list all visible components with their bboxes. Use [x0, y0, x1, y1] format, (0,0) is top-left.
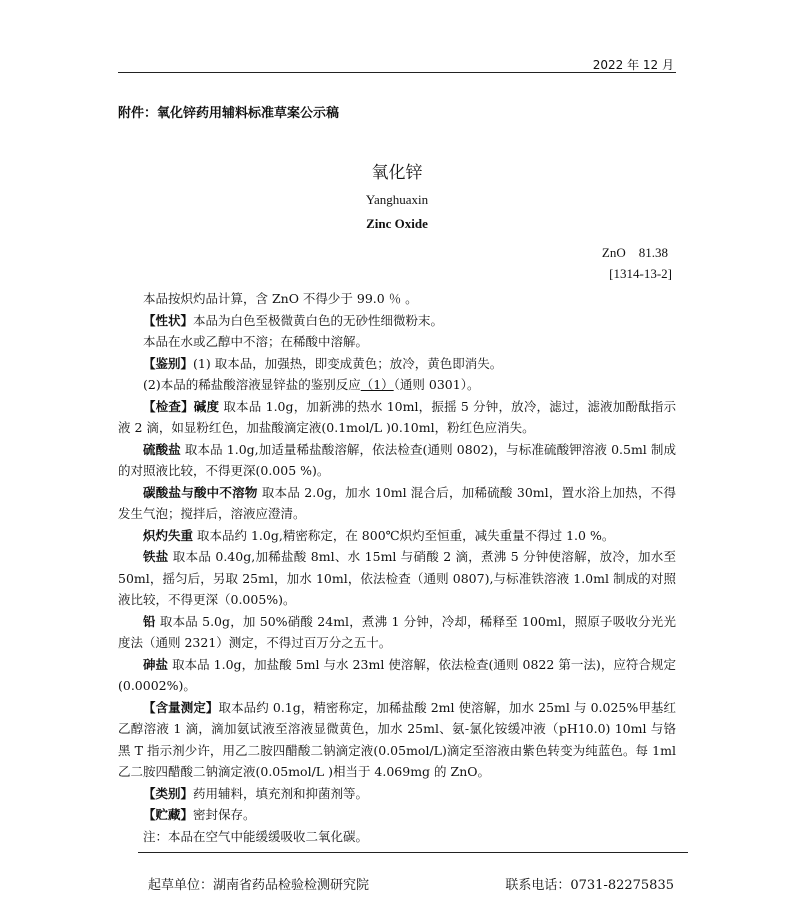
- monograph-title-cn: 氧化锌: [371, 163, 423, 183]
- section-label: 【类别】: [143, 785, 194, 801]
- test-sulfate: 硫酸盐 取本品 1.0g,加适量稀盐酸溶解，依法检查(通则 0802)，与标准硫酸钾溶液 0.5ml 制成的对照液比较，不得更深(0.005 %)。: [118, 441, 676, 478]
- content-statement: 本品按炽灼品计算，含 ZnO 不得少于 99.0 ％ 。: [143, 291, 418, 306]
- monograph-pinyin: Yanghuaxin: [365, 192, 429, 207]
- header-date: 2022 年 12 月: [592, 58, 674, 72]
- section-label: 【鉴别】: [143, 355, 194, 371]
- test-label: 铁盐: [143, 549, 169, 564]
- section-label: 【贮藏】: [143, 807, 194, 822]
- section-category: 【类别】药用辅料，填充剂和抑菌剂等。: [143, 785, 369, 801]
- test-label: 铅: [143, 613, 156, 629]
- footer-phone: 联系电话：0731-82275835: [505, 878, 674, 893]
- section-description: 【性状】本品为白色至极微黄白色的无砂性细微粉末。: [143, 312, 444, 328]
- footer-rule: [138, 852, 688, 853]
- formula-weight: ZnO 81.38: [601, 245, 668, 260]
- section-label: 【含量测定】: [143, 699, 219, 715]
- section-assay: 【含量测定】取本品约 0.1g，精密称定，加稀盐酸 2ml 使溶解，加水 25ml 与 0.025%甲基红乙醇溶液 1 滴，滴加氨试液至溶液显微黄色，加水 25ml、氨-氯化铵缓冲液（pH10.0) 10ml 与铬黑 T 指示剂少许，用乙二胺四醋酸二钠滴定液(0.05mol/L)滴定至溶液由紫色转变为纯蓝色。每 1ml 乙二胺四醋酸二钠滴定液(0.05mol/L )相当于 4.069mg 的 ZnO。: [118, 699, 676, 779]
- header-rule: [118, 72, 676, 73]
- test-label: 炽灼失重: [143, 527, 194, 543]
- test-alkalinity: 【检查】碱度 取本品 1.0g，加新沸的热水 10ml，振摇 5 分钟，放冷，滤过，滤液加酚酞指示液 2 滴，如显粉红色，加盐酸滴定液(0.1mol/L )0.10ml，粉红色应消失。: [118, 398, 676, 435]
- identification-2: (2)本品的稀盐酸溶液显锌盐的鉴别反应（1）（通则 0301）。: [143, 377, 480, 392]
- monograph-title-en: Zinc Oxide: [366, 216, 428, 231]
- test-label: 砷盐: [143, 656, 169, 672]
- monograph-body: [118, 288, 676, 847]
- section-label: 【性状】: [143, 312, 194, 328]
- test-label: 硫酸盐: [143, 441, 181, 457]
- footer-drafter: 起草单位：湖南省药品检验检测研究院: [148, 878, 370, 893]
- test-iron: 铁盐 取本品 0.40g,加稀盐酸 8ml、水 15ml 与硝酸 2 滴，煮沸 5 分钟使溶解，放冷，加水至 50ml，摇匀后，另取 25ml，加水 10ml，依法检查（通则 0807),与标准铁溶液 1.0ml 制成的对照液比较，不得更深（0.005%)。: [118, 549, 676, 607]
- section-storage: 【贮藏】密封保存。: [143, 807, 256, 822]
- section-identification: 【鉴别】(1) 取本品，加强热，即变成黄色；放冷，黄色即消失。: [143, 355, 503, 371]
- test-arsenic: 砷盐 取本品 1.0g，加盐酸 5ml 与水 23ml 使溶解，依法检查(通则 0822 第一法)，应符合规定(0.0002%)。: [118, 656, 676, 693]
- cas-number: [1314-13-2]: [609, 266, 672, 281]
- test-label: 碳酸盐与酸中不溶物: [143, 484, 258, 500]
- section-label: 【检查】碱度: [143, 398, 220, 414]
- solubility: 本品在水或乙醇中不溶；在稀酸中溶解。: [143, 334, 369, 349]
- test-lead: 铅 取本品 5.0g，加 50%硝酸 24ml，煮沸 1 分钟，冷却，稀释至 100ml，照原子吸收分光光度法（通则 2321）测定，不得过百万分之五十。: [118, 613, 676, 650]
- attachment-title: 附件：氧化锌药用辅料标准草案公示稿: [118, 106, 340, 121]
- test-carbonate: 碳酸盐与酸中不溶物 取本品 2.0g，加水 10ml 混合后，加稀硫酸 30ml，置水浴上加热，不得发生气泡；搅拌后，溶液应澄清。: [118, 484, 676, 521]
- note: 注：本品在空气中能缓缓吸收二氧化碳。: [143, 828, 369, 844]
- test-loss-on-ignition: 炽灼失重 取本品约 1.0g,精密称定，在 800℃炽灼至恒重，减失重量不得过 1.0 %。: [143, 527, 615, 543]
